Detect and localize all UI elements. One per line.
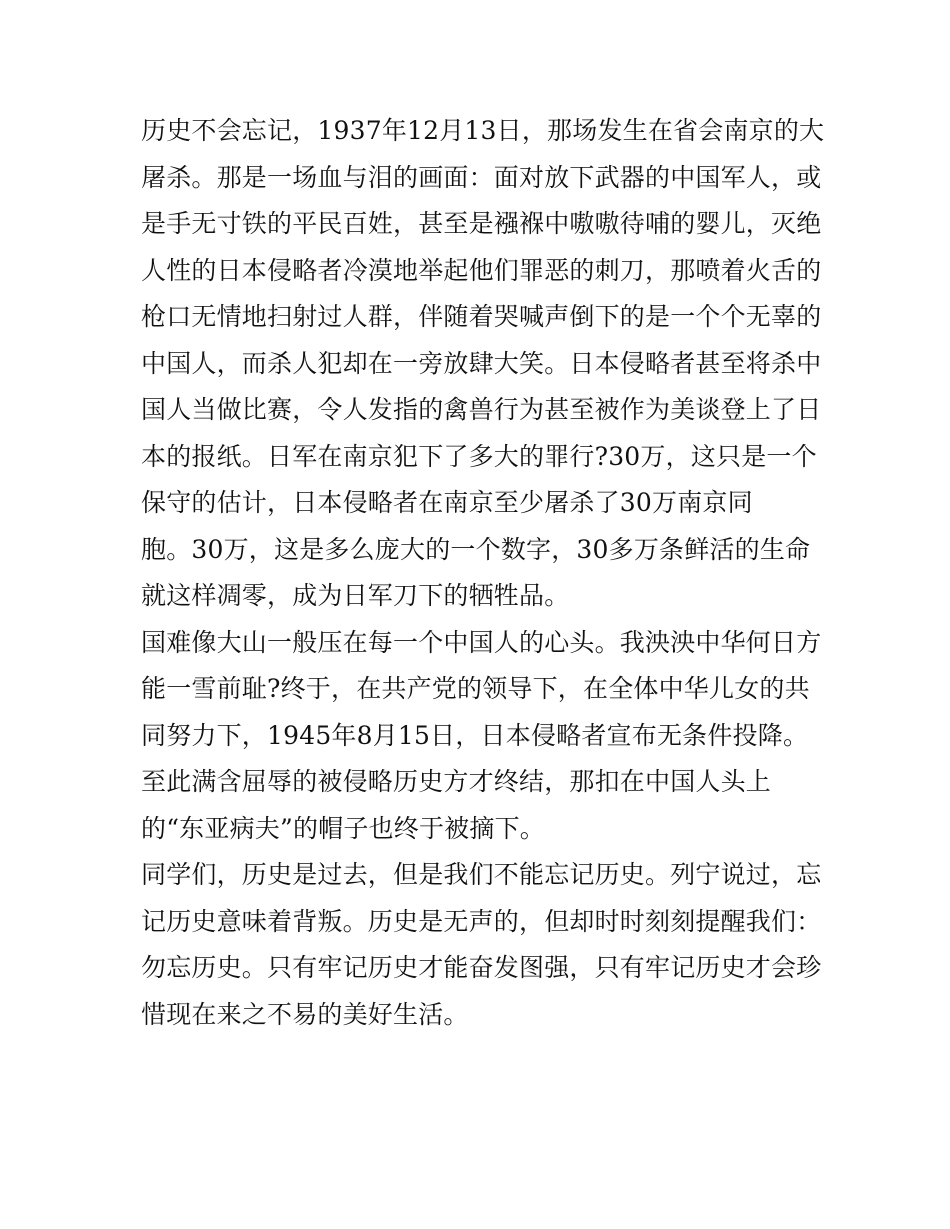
text-line: 屠杀。那是一场血与泪的画面：面对放下武器的中国军人，或: [141, 162, 822, 192]
text-line: 历史不会忘记，1937年12月13日，那场发生在省会南京的大: [141, 116, 825, 145]
text-line: 枪口无情地扫射过人群，伴随着哭喊声倒下的是一个个无辜的: [141, 302, 822, 331]
text-line: 能一雪前耻?终于，在共产党的领导下，在全体中华儿女的共: [141, 674, 810, 703]
text-line: 同努力下，1945年8月15日，日本侵略者宣布无条件投降。: [141, 720, 809, 750]
text-line: 记历史意味着背叛。历史是无声的，但却时时刻刻提醒我们：: [141, 906, 822, 936]
text-line: 国人当做比赛，令人发指的禽兽行为甚至被作为美谈登上了日: [141, 395, 822, 424]
text-line: 惜现在来之不易的美好生活。: [141, 999, 469, 1029]
text-line: 是手无寸铁的平民百姓，甚至是襁褓中嗷嗷待哺的婴儿，灭绝: [141, 209, 822, 238]
text-line: 同学们，历史是过去，但是我们不能忘记历史。列宁说过，忘: [141, 860, 822, 889]
text-line: 的“东亚病夫”的帽子也终于被摘下。: [141, 813, 545, 843]
text-line: 国难像大山一般压在每一个中国人的心头。我泱泱中华何日方: [141, 627, 822, 657]
text-line: 胞。30万，这是多么庞大的一个数字，30多万条鲜活的生命: [141, 534, 811, 564]
text-line: 保守的估计，日本侵略者在南京至少屠杀了30万南京同: [141, 488, 753, 517]
text-line: 本的报纸。日军在南京犯下了多大的罪行?30万，这只是一个: [141, 441, 817, 471]
document-body: [141, 108, 831, 1038]
text-line: 就这样凋零，成为日军刀下的牺牲品。: [141, 581, 570, 610]
text-line: 人性的日本侵略者冷漠地举起他们罪恶的刺刀，那喷着火舌的: [141, 255, 822, 285]
text-line: 中国人，而杀人犯却在一旁放肆大笑。日本侵略者甚至将杀中: [141, 348, 822, 378]
text-line: 至此满含屈辱的被侵略历史方才终结，那扣在中国人头上: [141, 767, 772, 796]
text-line: 勿忘历史。只有牢记历史才能奋发图强，只有牢记历史才会珍: [141, 953, 822, 982]
